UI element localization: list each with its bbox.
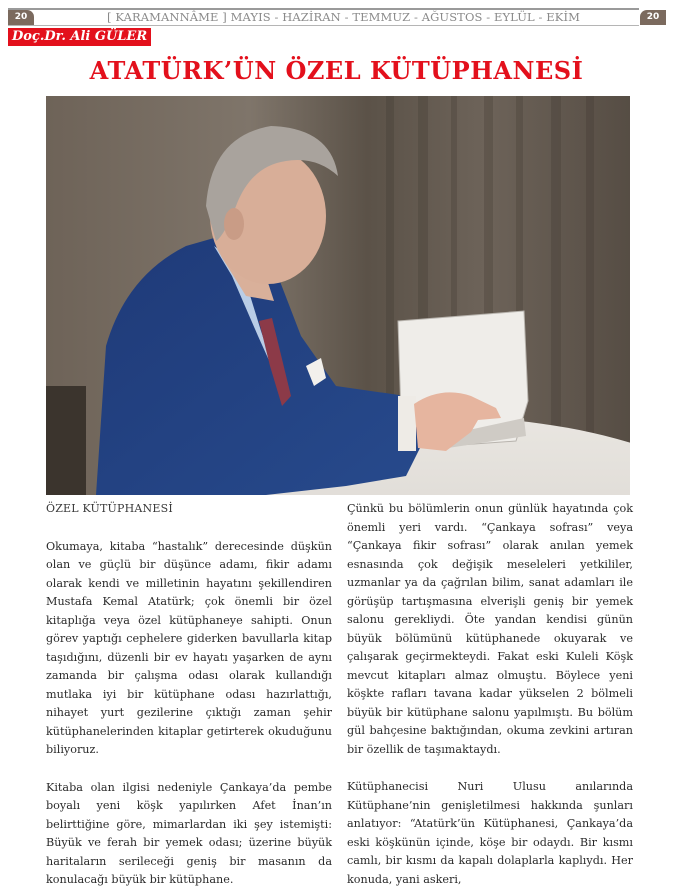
spacer [46, 519, 332, 538]
paragraph: Çünkü bu bölümlerin onun günlük hayatında çok önemli yeri vardı. “Çankaya sofrası” veya “Çankaya fikir sofrası” olarak anılan yemek esnasında çok değişik meseleleri yetkililer, uzmanlar ya da çağrılan bilim, sanat adamları ile görüşüp tartışmasına elverişli geniş bir yemek salonu gerekliydi. Öte yandan kendisi günün büyük bölümünü kütüphanede okuyarak ve çalışarak geçirmekteydi. Fakat eski Kuleli Köşk mevcut kitapları almaz olmuştu. Böylece yeni köşkte rafları tavana kadar yükselen 2 bölmeli büyük bir kütüphane salonu yapılmıştı. Bu bölüm gül bahçesine baktığından, okuma zevkini artıran bir özellik de taşımaktaydı. [347, 502, 633, 756]
chair [46, 386, 86, 495]
spacer [347, 759, 633, 778]
spacer [46, 760, 332, 779]
shirt-cuff [398, 396, 416, 451]
paragraph: Kütüphanecisi Nuri Ulusu anılarında Kütüphane’nin genişletilmesi hakkında şunları anlatıyor: “Atatürk’ün Kütüphanesi, Çankaya’da eski köşkünün içinde, köşe bir odaydı. Bir kısmı camlı, bir kısmı da kapalı dolaplarla kaplıydı. Her konuda, yani askeri, [347, 780, 633, 886]
article-title: ATATÜRK’ÜN ÖZEL KÜTÜPHANESİ [89, 56, 584, 85]
article-photo [46, 96, 630, 495]
photo-illustration [46, 96, 630, 495]
header-bottom-rule [8, 25, 639, 26]
running-head: [ KARAMANNÂME ] MAYIS - HAZİRAN - TEMMUZ - AĞUSTOS - EYLÜL - EKİM [107, 10, 580, 24]
ear [224, 208, 244, 240]
paragraph: Okumaya, kitaba “hastalık” derecesinde düşkün olan ve güçlü bir düşünce adamı, fikir adamı olarak kendi ve milletinin hayatını şekillendiren Mustafa Kemal Atatürk; çok önemli bir özel kitaplığa veya özel kütüphaneye sahipti. Onun görev yaptığı cephelere giderken bavullarla kitap taşıdığını, düzenli bir ev hayatı yaşarken de aynı zamanda bir çalışma odası olarak kullandığı mutlaka iyi bir kütüphane odası hazırlattığı, nihayet yurt gezilerine çıktığı zaman şehir kütüphanelerinden kitaplar getirterek okuduğunu biliyoruz. [46, 539, 332, 756]
paragraph: Kitaba olan ilgisi nedeniyle Çankaya’da pembe boyalı yeni köşk yapılırken Afet İnan’ın belirttiğine göre, mimarlardan iki şey istemişti: Büyük ve ferah bir yemek odası; üzerine büyük haritaların serileceği geniş bir masanın da konulacağı büyük bir kütüphane. [46, 780, 332, 886]
section-heading: ÖZEL KÜTÜPHANESİ [46, 502, 173, 515]
page-number-right: 20 [640, 10, 666, 25]
page-number-left: 20 [8, 10, 34, 25]
article-column-right [347, 500, 633, 889]
author-byline: Doç.Dr. Ali GÜLER [8, 28, 151, 46]
article-column-left [46, 500, 332, 890]
